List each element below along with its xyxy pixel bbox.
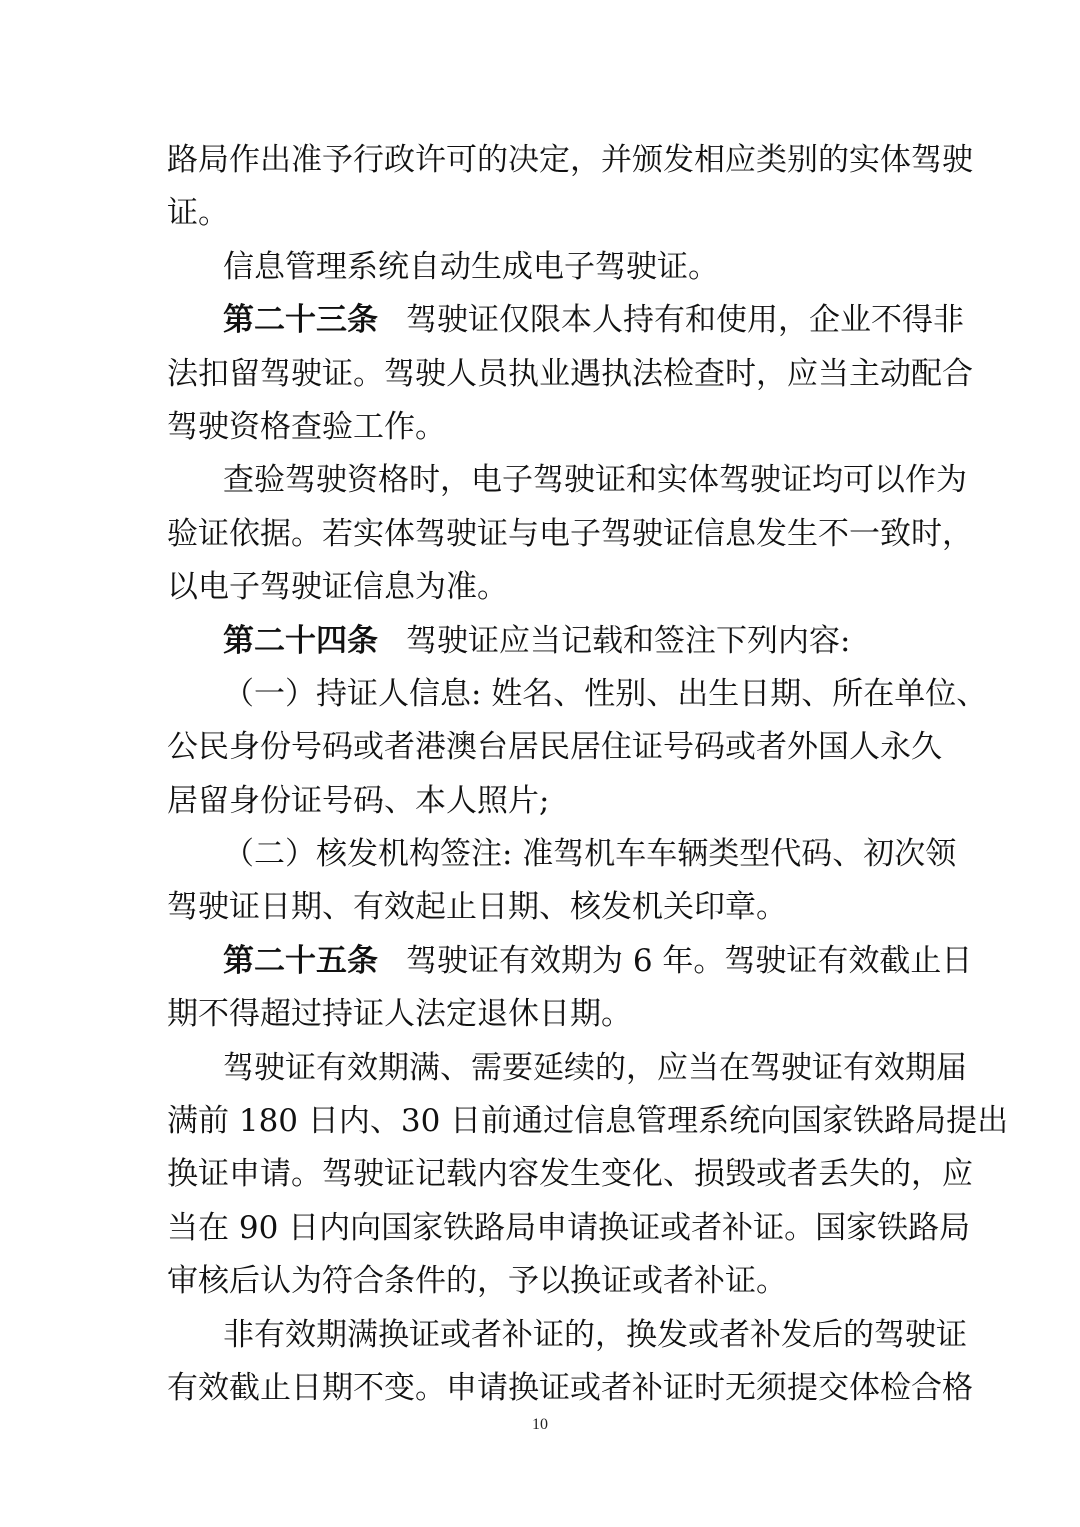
body-line: 审核后认为符合条件的，予以换证或者补证。	[167, 1263, 787, 1300]
article-line	[167, 615, 917, 668]
article-line	[167, 294, 964, 347]
body-line: 信息管理系统自动生成电子驾驶证。	[223, 248, 719, 285]
body-line: 法扣留驾驶证。驾驶人员执业遇执法检查时，应当主动配合	[167, 355, 973, 392]
body-line: 满前 180 日内、30 日前通过信息管理系统向国家铁路局提出	[167, 1103, 1009, 1140]
body-line: 驾驶证日期、有效起止日期、核发机关印章。	[167, 889, 787, 926]
article-text: 驾驶证应当记载和签注下列内容:	[406, 622, 851, 659]
body-line: 期不得超过持证人法定退休日期。	[167, 996, 632, 1033]
body-line: 有效截止日期不变。申请换证或者补证时无须提交体检合格	[167, 1369, 973, 1406]
body-line: 以电子驾驶证信息为准。	[167, 569, 508, 606]
body-line: 路局作出准予行政许可的决定，并颁发相应类别的实体驾驶	[167, 142, 973, 178]
body-line: 非有效期满换证或者补证的，换发或者补发后的驾驶证	[223, 1316, 967, 1353]
article-heading: 第二十五条	[223, 942, 378, 979]
page-number: 10	[532, 1416, 548, 1433]
body-line: 查验驾驶资格时，电子驾驶证和实体驾驶证均可以作为	[223, 462, 967, 499]
body-line: 验证依据。若实体驾驶证与电子驾驶证信息发生不一致时，	[167, 515, 973, 552]
body-line: 换证申请。驾驶证记载内容发生变化、损毁或者丢失的，应	[167, 1156, 973, 1193]
article-heading: 第二十四条	[223, 622, 378, 659]
body-line: 驾驶资格查验工作。	[167, 408, 446, 445]
body-line: 公民身份号码或者港澳台居民居住证号码或者外国人永久	[167, 729, 942, 766]
body-line: 驾驶证有效期满、需要延续的，应当在驾驶证有效期届	[223, 1049, 967, 1086]
body-line: 当在 90 日内向国家铁路局申请换证或者补证。国家铁路局	[167, 1209, 971, 1246]
body-line: 居留身份证号码、本人照片;	[167, 782, 550, 819]
article-line	[167, 935, 973, 988]
article-heading: 第二十三条	[223, 302, 378, 339]
body-line: （二）核发机构签注: 准驾机车车辆类型代码、初次领	[223, 836, 957, 873]
body-line: （一）持证人信息: 姓名、性别、出生日期、所在单位、	[223, 675, 988, 712]
document-page	[167, 134, 1009, 1415]
body-line: 证。	[167, 195, 229, 232]
article-text: 驾驶证有效期为 6 年。驾驶证有效截止日	[406, 942, 973, 979]
article-text: 驾驶证仅限本人持有和使用，企业不得非	[406, 302, 964, 339]
